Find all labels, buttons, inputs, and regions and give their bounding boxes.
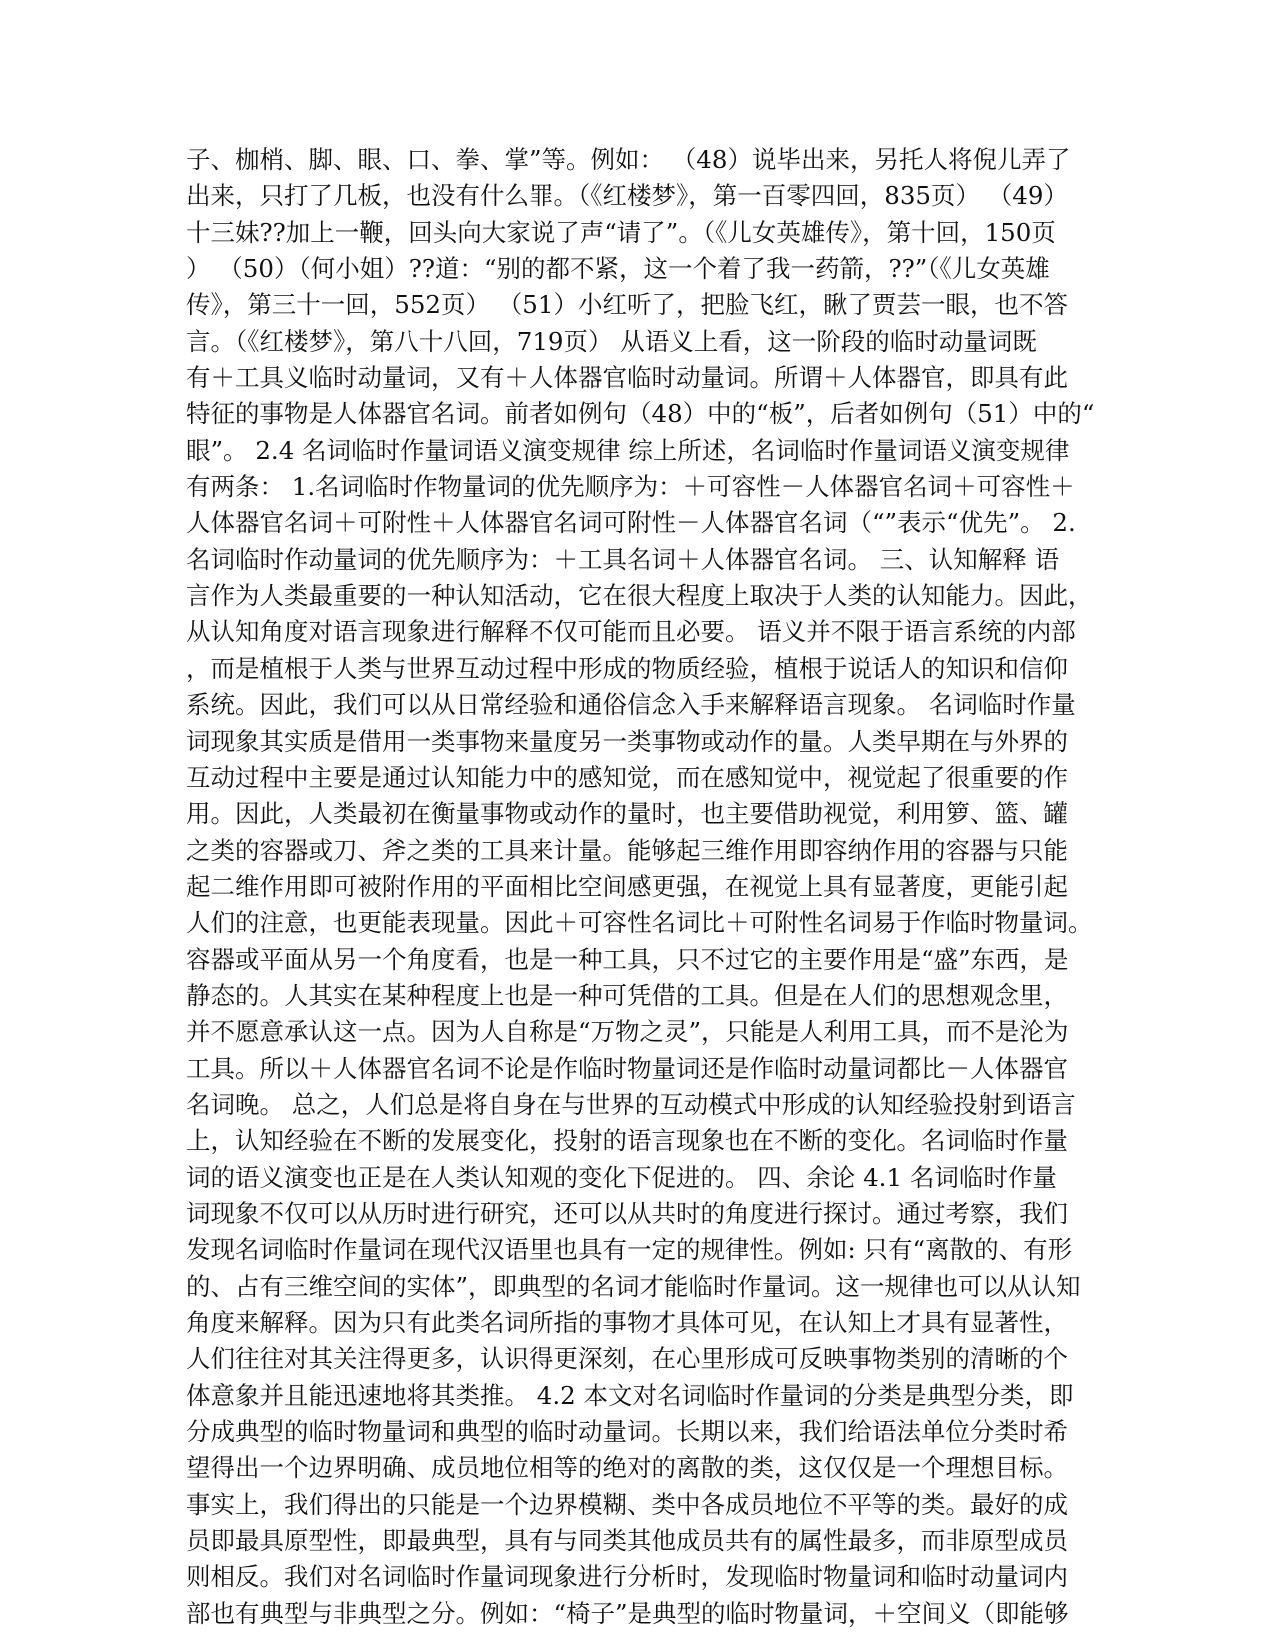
text-line: 传》，第三十一回，552页） （51）小红听了，把脸飞红，瞅了贾芸一眼，也不答 [186, 290, 1068, 320]
text-line: 员即最具原型性，即最典型，具有与同类其他成员共有的属性最多，而非原型成员 [186, 1526, 1068, 1556]
text-line: 人们的注意，也更能表现量。因此＋可容性名词比＋可附性名词易于作临时物量词。 [186, 908, 1093, 938]
body-text [186, 142, 1096, 1632]
text-line: 的、占有三维空间的实体”，即典型的名词才能临时作量词。这一规律也可以从认知 [186, 1271, 1081, 1301]
text-line: 词的语义演变也正是在人类认知观的变化下促进的。 四、余论 4.1 名词临时作量 [186, 1162, 1057, 1192]
text-line: 有两条： 1.名词临时作物量词的优先顺序为：＋可容性－人体器官名词＋可容性＋ [186, 472, 1075, 502]
text-line: ） （50）（何小姐）??道：“别的都不紧，这一个着了我一药箭，??”（《儿女英雄 [186, 254, 1050, 284]
text-line: 子、枷梢、脚、眼、口、拳、掌”等。例如： （48）说毕出来，另托人将倪儿弄了 [186, 145, 1071, 174]
text-line: 上，认知经验在不断的发展变化，投射的语言现象也在不断的变化。名词临时作量 [186, 1126, 1068, 1156]
text-line: 则相反。我们对名词临时作量词现象进行分析时，发现临时物量词和临时动量词内 [186, 1562, 1068, 1592]
text-line: 用。因此，人类最初在衡量事物或动作的量时，也主要借助视觉，利用箩、篮、罐 [186, 799, 1068, 829]
text-line: 互动过程中主要是通过认知能力中的感知觉，而在感知觉中，视觉起了很重要的作 [186, 762, 1068, 792]
text-line: 从认知角度对语言现象进行解释不仅可能而且必要。 语义并不限于语言系统的内部 [186, 617, 1076, 647]
text-line: 角度来解释。因为只有此类名词所指的事物才具体可见，在认知上才具有显著性， [186, 1308, 1068, 1337]
text-line: 人们往往对其关注得更多，认识得更深刻，在心里形成可反映事物类别的清晰的个 [186, 1344, 1068, 1374]
text-line: 事实上，我们得出的只能是一个边界模糊、类中各成员地位不平等的类。最好的成 [186, 1489, 1068, 1519]
text-line: 名词临时作动量词的优先顺序为：＋工具名词＋人体器官名词。 三、认知解释 语 [186, 544, 1060, 574]
text-line: 有＋工具义临时动量词，又有＋人体器官临时动量词。所谓＋人体器官，即具有此 [186, 363, 1068, 393]
text-line: 并不愿意承认这一点。因为人自称是“万物之灵”，只能是人利用工具，而不是沦为 [186, 1017, 1069, 1047]
text-line: 体意象并且能迅速地将其类推。 4.2 本文对名词临时作量词的分类是典型分类，即 [186, 1380, 1074, 1410]
text-line: 词现象其实质是借用一类事物来量度另一类事物或动作的量。人类早期在与外界的 [186, 726, 1068, 756]
text-line: 出来，只打了几板，也没有什么罪。（《红楼梦》，第一百零四回，835页） （49） [186, 181, 1068, 211]
text-line: 发现名词临时作量词在现代汉语里也具有一定的规律性。例如: 只有“离散的、有形 [186, 1235, 1073, 1265]
text-line: 容器或平面从另一个角度看，也是一种工具，只不过它的主要作用是“盛”东西，是 [186, 944, 1069, 974]
text-line: 起二维作用即可被附作用的平面相比空间感更强，在视觉上具有显著度，更能引起 [186, 871, 1068, 901]
text-line: 部也有典型与非典型之分。例如：“椅子”是典型的临时物量词，＋空间义（即能够 [186, 1598, 1069, 1628]
text-line: 人体器官名词＋可附性＋人体器官名词可附性－人体器官名词（“”表示“优先”。 2. [186, 508, 1076, 538]
text-line: 名词晚。 总之，人们总是将自身在与世界的互动模式中形成的认知经验投射到语言 [186, 1089, 1076, 1119]
text-line: 静态的。人其实在某种程度上也是一种可凭借的工具。但是在人们的思想观念里， [186, 980, 1068, 1010]
text-line: 望得出一个边界明确、成员地位相等的绝对的离散的类，这仅仅是一个理想目标。 [186, 1453, 1068, 1483]
text-line: 言。（《红楼梦》，第八十八回，719页） 从语义上看，这一阶段的临时动量词既 [186, 326, 1037, 356]
text-line: 十三妹??加上一鞭，回头向大家说了声“请了”。（《儿女英雄传》，第十回，150页 [186, 217, 1056, 247]
text-line: 特征的事物是人体器官名词。前者如例句（48）中的“板”，后者如例句（51）中的“ [186, 399, 1095, 429]
text-line: ，而是植根于人类与世界互动过程中形成的物质经验，植根于说话人的知识和信仰 [186, 653, 1068, 683]
text-line: 系统。因此，我们可以从日常经验和通俗信念入手来解释语言现象。 名词临时作量 [186, 690, 1076, 720]
text-line: 眼”。 2.4 名词临时作量词语义演变规律 综上所述，名词临时作量词语义演变规律 [186, 435, 1070, 465]
text-line: 分成典型的临时物量词和典型的临时动量词。长期以来，我们给语法单位分类时希 [186, 1417, 1068, 1447]
text-line: 工具。所以＋人体器官名词不论是作临时物量词还是作临时动量词都比－人体器官 [186, 1053, 1068, 1083]
text-line: 词现象不仅可以从历时进行研究，还可以从共时的角度进行探讨。通过考察，我们 [186, 1198, 1068, 1228]
text-line: 言作为人类最重要的一种认知活动，它在很大程度上取决于人类的认知能力。因此， [186, 581, 1093, 611]
text-line: 之类的容器或刀、斧之类的工具来计量。能够起三维作用即容纳作用的容器与只能 [186, 835, 1068, 865]
